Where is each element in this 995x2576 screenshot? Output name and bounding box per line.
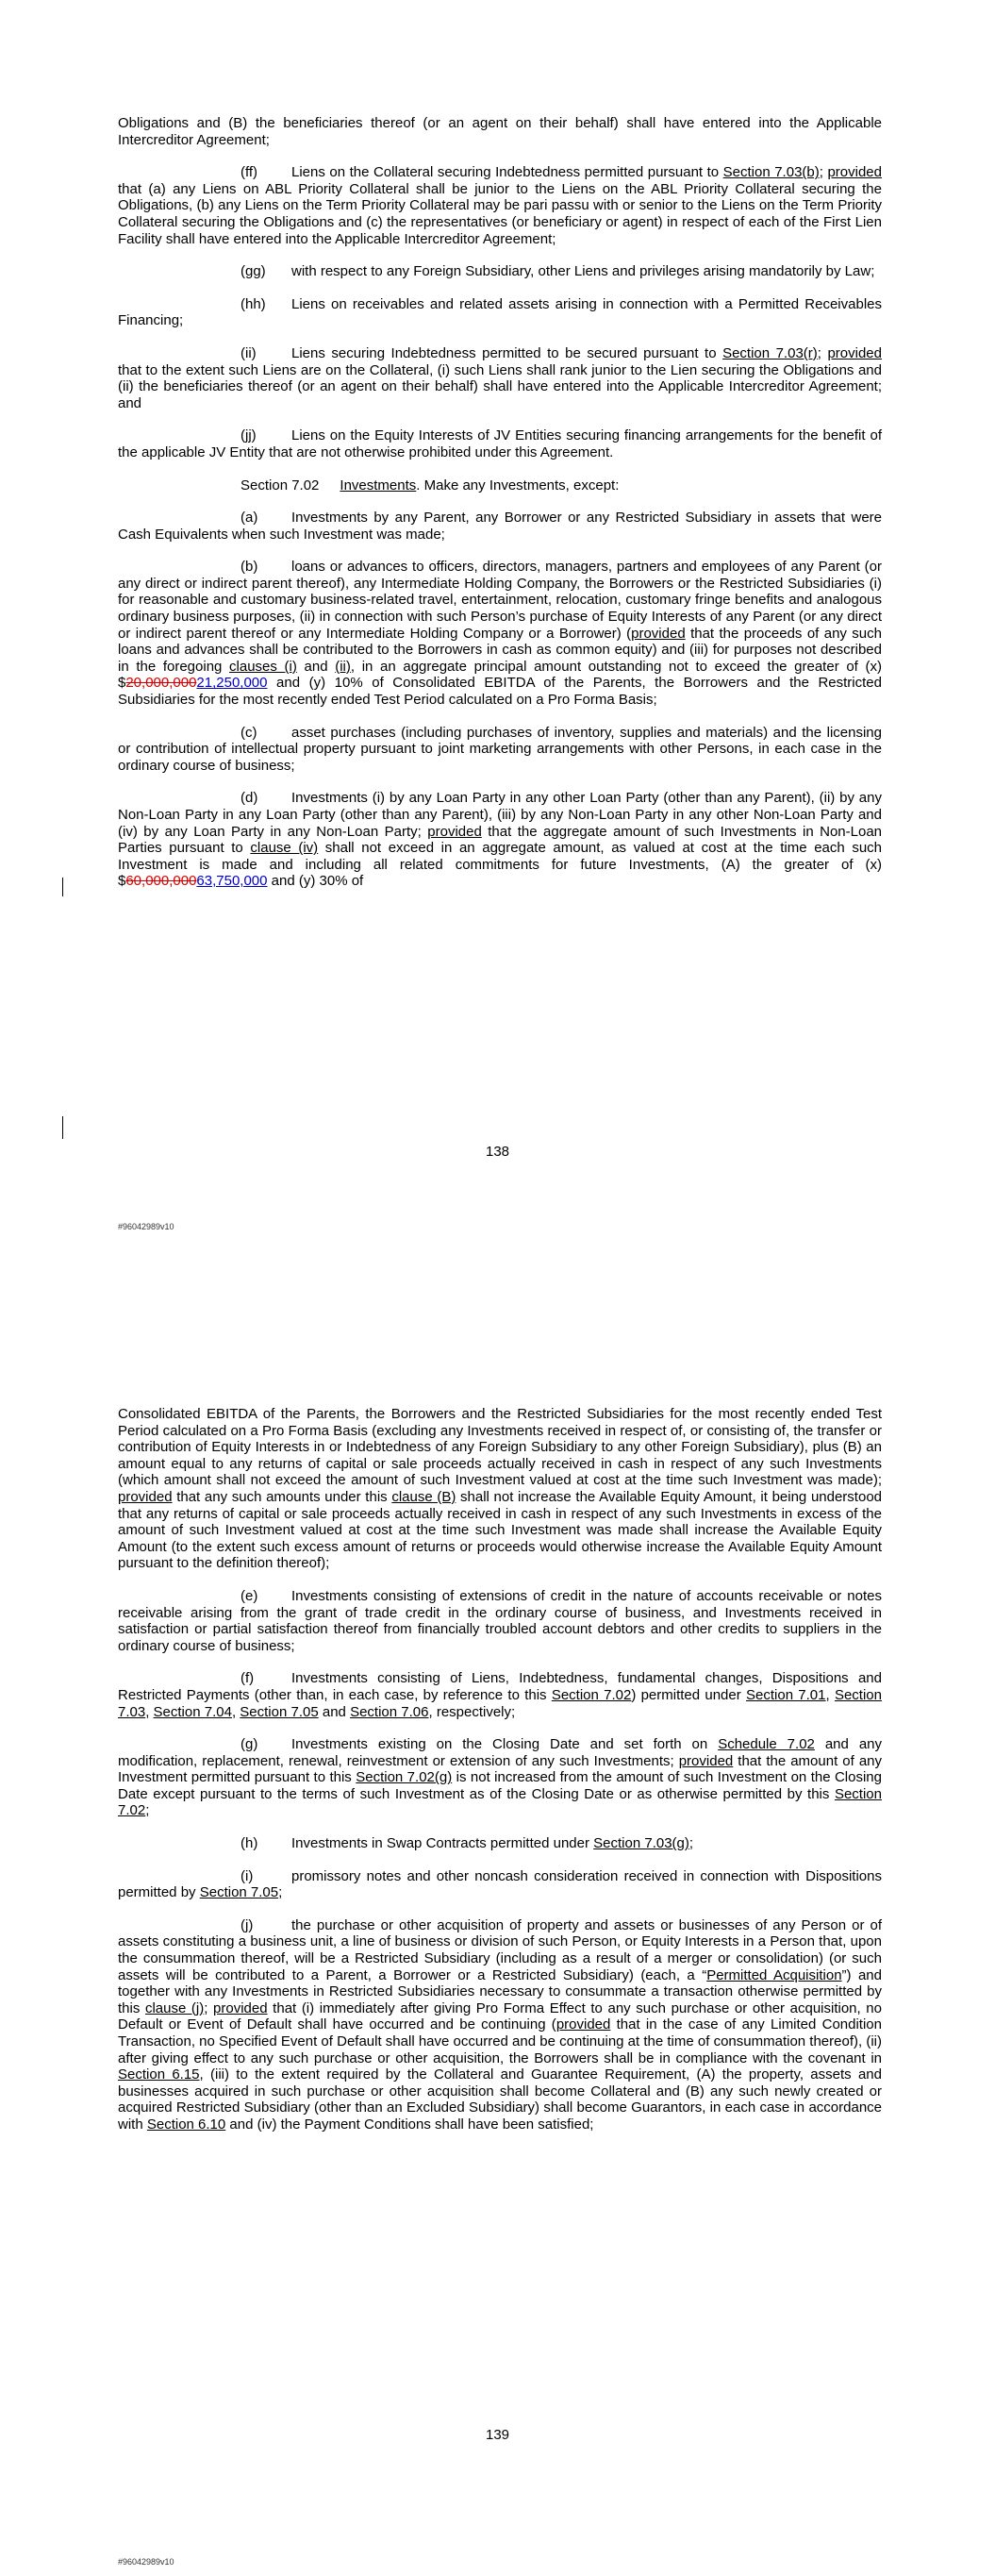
section-ref: Section 6.10 (146, 2116, 226, 2133)
clause-label: (jj) (240, 427, 257, 444)
section-number: Section 7.02 (240, 477, 320, 493)
clause-d-continued: Consolidated EBITDA of the Parents, the Borrowers and the Restricted Subsidiaries for the most recently ended Test Period calculated on a Pro Forma Basis (excluding any Investments received in respect of, or consisting of, the transfer or contribution of Equity Interests in or Indebtedness of any Foreign Subsidiary to any other Foreign Subsidiary), plus (B) an amount equal to any returns of capital or sale proceeds actually received in cash in respect of any such Investments (which amount shall not exceed the amount of such Investment valued at cost at the time such Investment was made); provided that any such amounts under this clause (B) shall not increase the Available Equity Amount, it being understood that any returns of capital or sale proceeds actually received in cash in respect of any such Investments in excess of the amount of such Investment valued at cost at the time such Investment was made shall increase the Available Equity Amount (to the extent such excess amount of returns or proceeds would otherwise increase the Available Equity Amount pursuant to the definition thereof); (118, 1406, 882, 1572)
proviso: provided (827, 344, 882, 361)
clause-d: (d) Investments (i) by any Loan Party in any other Loan Party (other than any Parent), (ii) by any Non-Loan Party in any Loan Party (other than any Parent), (iii) by any Non-Loan Party in any other Non-Loan Party and (iv) by any Loan Party in any Non-Loan Party; provided that the aggregate amount of such Investments in Non-Loan Parties pursuant to clause (iv) shall not exceed in an aggregate amount, as valued at cost at the time each such Investment is made and including all related commitments for future Investments, (A) the greater of (x) $60,000,00063,750,000 and (y) 30% of (118, 790, 883, 890)
proviso: provided (556, 2016, 611, 2033)
clause-label: (d) (240, 790, 258, 807)
page-139 (0, 1264, 995, 2576)
deleted-amount: 20,000,000 (125, 675, 197, 692)
clause-label: (h) (240, 1835, 258, 1852)
section-ref: Section 7.02 (551, 1686, 632, 1703)
clause-f: (f) Investments consisting of Liens, Indebtedness, fundamental changes, Dispositions and Restricted Payments (other than, in each case, by reference to this Section 7.02) permitted under Section 7.01, Section 7.03, Section 7.04, Section 7.05 and Section 7.06, respectively; (118, 1670, 882, 1720)
clause-g: (g) Investments existing on the Closing Date and set forth on Schedule 7.02 and any modification, replacement, renewal, reinvestment or extension of any such Investments; provided that the amount of any Investment permitted pursuant to this Section 7.02(g) is not increased from the amount of such Investment on the Closing Date except pursuant to the terms of such Investment as of the Closing Date or as otherwise permitted by this Section 7.02; (118, 1736, 882, 1819)
section-ref: Section 7.02 (118, 1785, 882, 1819)
section-ref: Section 7.04 (153, 1703, 232, 1720)
clause-b: (b) loans or advances to officers, directors, managers, partners and employees of any Parent (or any direct or indirect parent thereof), any Intermediate Holding Company, the Borrowers or the Restricted Subsidiaries (i) for reasonable and customary business-related travel, entertainment, relocation, customary fringe benefits and analogous ordinary business purposes, (ii) in connection with such Person’s purchase of Equity Interests of any Parent (or any direct or indirect parent thereof or any Intermediate Holding Company or a Borrower) (provided that the proceeds of any such loans and advances shall be contributed to the Borrowers in cash as common equity) and (iii) for purposes not described in the foregoing clauses (i) and (ii), in an aggregate principal amount outstanding not to exceed the greater of (x) $20,000,00021,250,000 and (y) 10% of Consolidated EBITDA of the Parents, the Borrowers and the Restricted Subsidiaries for the most recently ended Test Period calculated on a Pro Forma Basis; (118, 559, 882, 709)
clause-ff: (ff) Liens on the Collateral securing Indebtedness permitted pursuant to Section 7.03(b); provided that (a) any Liens on ABL Priority Collateral shall be junior to the Liens on the ABL Priority Collateral securing the Obligations, (b) any Liens on the Term Priority Collateral may be pari passu with or senior to the Liens on the Term Priority Collateral securing the Obligations and (c) the representatives (or beneficiary or agent) in respect of each of the First Lien Facility shall have entered into the Applicable Intercreditor Agreement; (118, 164, 882, 247)
page-139-body (118, 1406, 882, 2149)
clause-label: (f) (240, 1670, 255, 1687)
clause-ref: clause (B) (391, 1488, 456, 1505)
proviso: provided (827, 164, 882, 181)
clause-label: (ii) (240, 344, 257, 361)
page-number: 139 (485, 2427, 510, 2443)
section-ref: Section 7.05 (240, 1703, 319, 1720)
clause-ref: clauses (i) (229, 658, 297, 675)
clause-label: (ff) (240, 164, 258, 181)
section-ref: Section 7.03(g) (593, 1835, 689, 1852)
document-id: #96042989v10 (118, 2557, 174, 2567)
section-ref: Section 7.06 (350, 1703, 429, 1720)
schedule-ref: Schedule 7.02 (718, 1736, 815, 1753)
proviso: provided (213, 1999, 268, 2016)
clause-hh: (hh) Liens on receivables and related assets arising in connection with a Permitted Receivables Financing; (118, 295, 882, 329)
section-title: Investments (340, 477, 417, 493)
proviso: provided (678, 1752, 734, 1769)
clause-j: (j) the purchase or other acquisition of property and assets or businesses of any Person or of assets constituting a business unit, a line of business or division of such Person, or Equity Interests in a Person that, upon the consummation thereof, will be a Restricted Subsidiary (including as a result of a merger or consolidation) (or such assets will be contributed to a Parent, a Borrower or a Restricted Subsidiary) (each, a “Permitted Acquisition”) and together with any Investments in Restricted Subsidiaries necessary to consummate a transaction otherwise permitted by this clause (j); provided that (i) immediately after giving Pro Forma Effect to any such purchase or other acquisition, no Default or Event of Default shall have occurred and be continuing (provided that in the case of any Limited Condition Transaction, no Specified Event of Default shall have occurred and be continuing at the time of consummation thereof), (ii) after giving effect to any such purchase or other acquisition, the Borrowers shall be in compliance with the covenant in Section 6.15, (iii) to the extent required by the Collateral and Guarantee Requirement, (A) the property, assets and businesses acquired in such purchase or other acquisition shall become Collateral and (B) any such newly created or acquired Restricted Subsidiary (other than an Excluded Subsidiary) shall become Guarantors, in each case in accordance with Section 6.10 and (iv) the Payment Conditions shall have been satisfied; (118, 1916, 882, 2133)
clause-label: (a) (240, 510, 258, 527)
clause-label: (gg) (240, 263, 266, 280)
section-ref: Section 7.01 (746, 1686, 826, 1703)
clause-i: (i) promissory notes and other noncash consideration received in connection with Dispositions permitted by Section 7.05; (118, 1867, 882, 1901)
deleted-amount: 60,000,000 (125, 873, 197, 890)
inserted-amount: 63,750,000 (196, 873, 268, 890)
section-ref: Section 7.03 (118, 1686, 882, 1720)
proviso: provided (427, 823, 482, 840)
clause-label: (g) (240, 1736, 258, 1753)
clause-ii: (ii) Liens securing Indebtedness permitted to be secured pursuant to Section 7.03(r); provided that to the extent such Liens are on the Collateral, (i) such Liens shall rank junior to the Lien securing the Obligations and (ii) the beneficiaries thereof (or an agent on their behalf) shall have entered into the Applicable Intercreditor Agreement; and (118, 344, 882, 411)
defined-term: Permitted Acquisition (706, 1966, 842, 1983)
section-ref: Section 7.02(g) (356, 1769, 453, 1786)
clause-jj: (jj) Liens on the Equity Interests of JV Entities securing financing arrangements for the benefit of the applicable JV Entity that are not otherwise prohibited under this Agreement. (118, 427, 882, 460)
change-bar (62, 1116, 63, 1139)
clause-e: (e) Investments consisting of extensions of credit in the nature of accounts receivable or notes receivable arising from the grant of trade credit in the ordinary course of business, and Investments received in satisfaction or partial satisfaction thereof from financially troubled account debtors and other credits to suppliers in the ordinary course of business; (118, 1587, 882, 1654)
page-number: 138 (485, 1144, 510, 1160)
change-bar (62, 878, 63, 896)
page-138 (0, 0, 995, 1264)
inserted-amount: 21,250,000 (196, 675, 268, 692)
page-138-body (118, 115, 882, 890)
clause-label: (hh) (240, 295, 266, 312)
section-7-02-heading: Section 7.02 Investments. Make any Investments, except: (240, 477, 620, 493)
clause-a: (a) Investments by any Parent, any Borrower or any Restricted Subsidiary in assets that were Cash Equivalents when such Investment was made; (118, 510, 882, 543)
proviso: provided (631, 625, 686, 642)
section-ref: Section 7.03(r) (722, 344, 818, 361)
clause-c: (c) asset purchases (including purchases of inventory, supplies and materials) and the licensing or contribution of intellectual property pursuant to joint marketing arrangements with other Persons, in each case in the ordinary course of business; (118, 724, 882, 774)
section-ref: Section 6.15 (118, 2066, 200, 2083)
clause-label: (e) (240, 1587, 258, 1604)
clause-label: (i) (240, 1867, 254, 1884)
clause-label: (j) (240, 1916, 254, 1933)
paragraph-continued: Obligations and (B) the beneficiaries thereof (or an agent on their behalf) shall have entered into the Applicable Intercreditor Agreement; (118, 115, 882, 148)
proviso: provided (118, 1488, 173, 1505)
section-ref: Section 7.03(b) (722, 164, 820, 181)
document-id: #96042989v10 (118, 1222, 174, 1231)
section-ref: Section 7.05 (199, 1884, 279, 1901)
clause-ref: clause (j) (144, 1999, 205, 2016)
clause-label: (c) (240, 724, 257, 741)
clause-gg: (gg) with respect to any Foreign Subsidiary, other Liens and privileges arising mandatorily by Law; (240, 263, 875, 280)
clause-ref: clause (iv) (250, 840, 319, 857)
clause-h: (h) Investments in Swap Contracts permitted under Section 7.03(g); (240, 1835, 694, 1852)
clause-ref: (ii) (335, 658, 351, 675)
clause-label: (b) (240, 559, 258, 576)
